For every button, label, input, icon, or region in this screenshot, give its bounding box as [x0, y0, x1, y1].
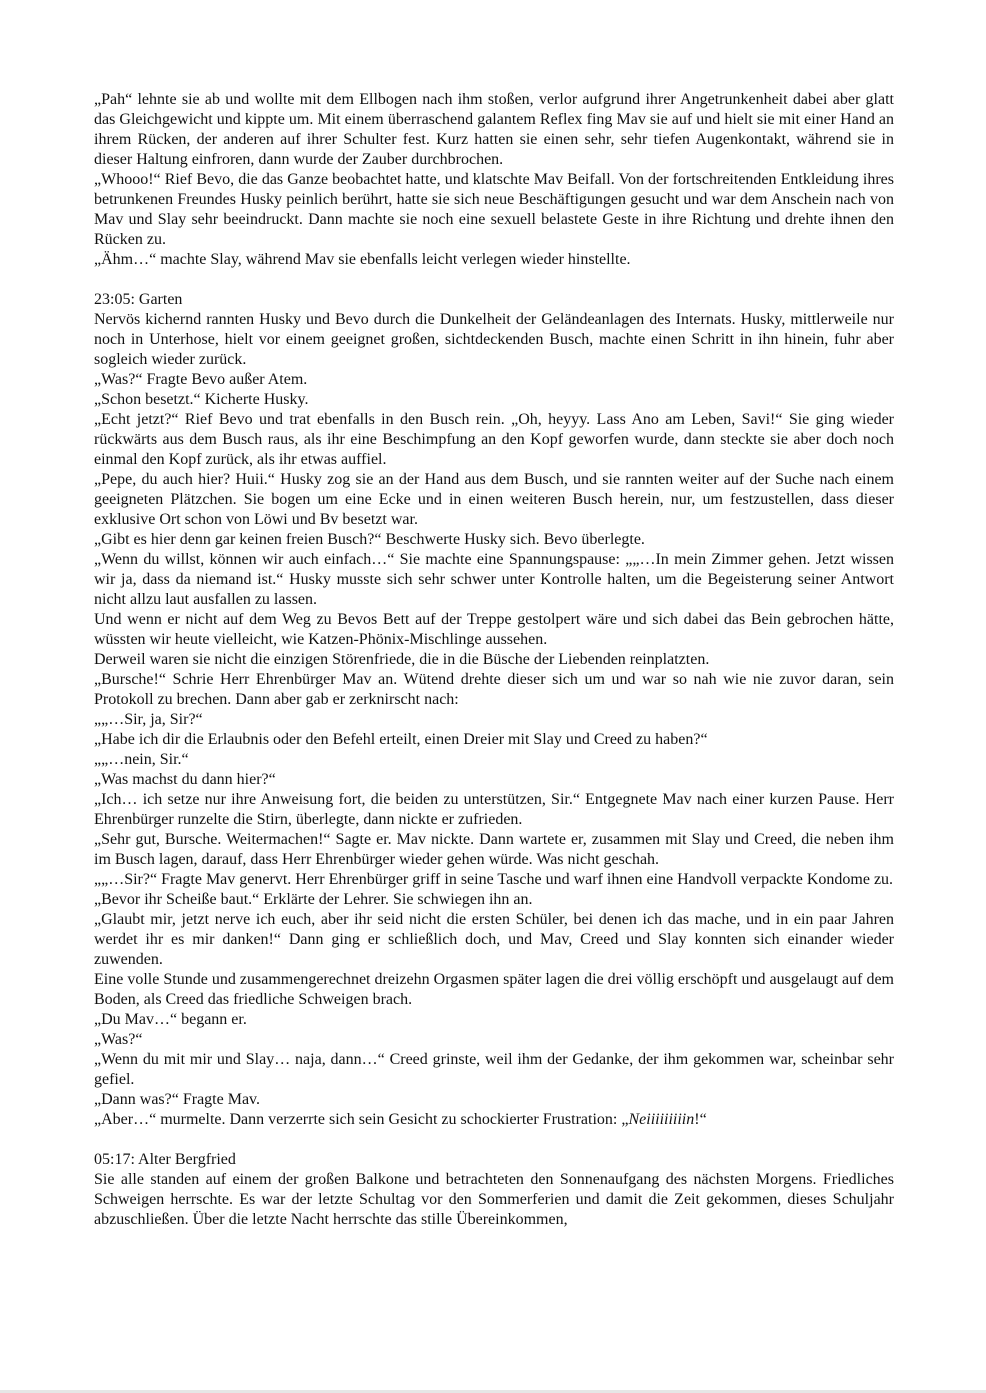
scene-heading: 05:17: Alter Bergfried: [94, 1151, 236, 1168]
paragraph: „Ich… ich setze nur ihre Anweisung fort, die beiden zu unterstützen, Sir.“ Entgegnete Mav nach einer kurzen Pause. Herr Ehrenbürger runzelte die Stirn, überlegte, dann nickte er zufrieden.: [94, 791, 894, 828]
paragraph: „Du Mav…“ begann er.: [94, 1011, 247, 1028]
section-gap: [94, 1130, 894, 1150]
paragraph: „Was?“ Fragte Bevo außer Atem.: [94, 371, 308, 388]
paragraph: Sie alle standen auf einem der großen Balkone und betrachteten den Sonnenaufgang des nächsten Morgens. Friedliches Schweigen herrschte. Es war der letzte Schultag vor den Sommerferien und damit die Zeit gekommen, dieses Schuljahr abzuschließen. Über die letzte Nacht herrschte das stille Übereinkommen,: [94, 1171, 894, 1228]
paragraph: Eine volle Stunde und zusammengerechnet dreizehn Orgasmen später lagen die drei völlig erschöpft und ausgelaugt auf dem Boden, als Creed das friedliche Schweigen brach.: [94, 971, 894, 1008]
paragraph: Und wenn er nicht auf dem Weg zu Bevos Bett auf der Treppe gestolpert wäre und sich dabei das Bein gebrochen hätte, wüssten wir heute vielleicht, wie Katzen-Phönix-Mischlinge aussehen.: [94, 611, 894, 648]
scene-heading: 23:05: Garten: [94, 291, 183, 308]
paragraph: „Gibt es hier denn gar keinen freien Busch?“ Beschwerte Husky sich. Bevo überlegte.: [94, 531, 645, 548]
paragraph: „Was?“: [94, 1031, 143, 1048]
paragraph: „Ähm…“ machte Slay, während Mav sie ebenfalls leicht verlegen wieder hinstellte.: [94, 251, 631, 268]
section-gap: [94, 270, 894, 290]
paragraph: „Dann was?“ Fragte Mav.: [94, 1091, 261, 1108]
paragraph: „Whooo!“ Rief Bevo, die das Ganze beobachtet hatte, und klatschte Mav Beifall. Von der fortschreitenden Entkleidung ihres betrunkenen Freundes Husky peinlich berührt, hatte sie sich neue Beschäftigungen gesucht und war dem Anschein nach von Mav und Slay sehr beeindruckt. Dann machte sie noch eine sexuell belastete Geste in ihre Richtung und drehte ihnen den Rücken zu.: [94, 171, 894, 248]
paragraph: Derweil waren sie nicht die einzigen Störenfriede, die in die Büsche der Liebenden reinplatzten.: [94, 651, 710, 668]
paragraph: „Schon besetzt.“ Kicherte Husky.: [94, 391, 309, 408]
document-page: [94, 90, 894, 1230]
paragraph: „Sehr gut, Bursche. Weitermachen!“ Sagte er. Mav nickte. Dann wartete er, zusammen mit Slay und Creed, die neben ihm im Busch lagen, darauf, dass Herr Ehrenbürger wieder gehen würde. Was nicht geschah.: [94, 831, 894, 868]
paragraph: „Pepe, du auch hier? Huii.“ Husky zog sie an der Hand aus dem Busch, und sie rannten weiter auf der Suche nach einem geeigneten Plätzchen. Sie bogen um eine Ecke und in einen weiteren Busch herein, nur, um festzustellen, dass dieser exklusive Ort schon von Löwi und Bv besetzt war.: [94, 471, 894, 528]
paragraph: „Echt jetzt?“ Rief Bevo und trat ebenfalls in den Busch rein. „Oh, heyyy. Lass Ano am Leben, Savi!“ Sie ging wieder rückwärts aus dem Busch raus, als ihr eine Beschimpfung an den Kopf geworfen wurde, dann steckte sie aber doch noch einmal den Kopf zurück, als ihr etwas auffiel.: [94, 411, 894, 468]
paragraph: „Wenn du mit mir und Slay… naja, dann…“ Creed grinste, weil ihm der Gedanke, der ihm gekommen war, scheinbar sehr gefiel.: [94, 1051, 894, 1088]
paragraph: „Bevor ihr Scheiße baut.“ Erklärte der Lehrer. Sie schwiegen ihn an.: [94, 891, 533, 908]
paragraph: „Bursche!“ Schrie Herr Ehrenbürger Mav an. Wütend drehte dieser sich um und war so nah wie nie zuvor daran, sein Protokoll zu brechen. Dann aber gab er zerknirscht nach:: [94, 671, 894, 708]
paragraph: „Glaubt mir, jetzt nerve ich euch, aber ihr seid nicht die ersten Schüler, bei denen ich das mache, und in ein paar Jahren werdet ihr es mir danken!“ Dann ging er schließlich doch, und Mav, Creed und Slay konnten sich einander wieder zuwenden.: [94, 911, 894, 968]
paragraph: „Was machst du dann hier?“: [94, 771, 276, 788]
text-run: !“: [694, 1111, 707, 1128]
paragraph: „Wenn du willst, können wir auch einfach…“ Sie machte eine Spannungspause: „„…In mein Zimmer gehen. Jetzt wissen wir ja, dass da niemand ist.“ Husky musste sich sehr schwer unter Kontrolle halten, um die Begeisterung seiner Antwort nicht allzu laut ausfallen zu lassen.: [94, 551, 894, 608]
italic-text: Neiiiiiiiiin: [628, 1111, 695, 1128]
paragraph-last-line: [94, 1110, 894, 1130]
paragraph: Nervös kichernd rannten Husky und Bevo durch die Dunkelheit der Geländeanlagen des Internats. Husky, mittlerweile nur noch in Unterhose, hielt vor einem geeignet großen, sichtdeckenden Busch, machte einen Schritt in ihn hinein, fuhr aber sogleich wieder zurück.: [94, 311, 894, 368]
paragraph: „Habe ich dir die Erlaubnis oder den Befehl erteilt, einen Dreier mit Slay und Creed zu haben?“: [94, 731, 708, 748]
paragraph: „„…Sir, ja, Sir?“: [94, 711, 203, 728]
paragraph: „Pah“ lehnte sie ab und wollte mit dem Ellbogen nach ihm stoßen, verlor aufgrund ihrer Angetrunkenheit dabei aber glatt das Gleichgewicht und kippte um. Mit einem überraschend galantem Reflex fing Mav sie auf und hielt sie mit einer Hand an ihrem Rücken, der anderen auf ihrer Schulter fest. Kurz hatten sie einen sehr, sehr tiefen Augenkontakt, während sie in dieser Haltung einfroren, dann wurde der Zauber durchbrochen.: [94, 91, 894, 168]
text-run: „Aber…“ murmelte. Dann verzerrte sich sein Gesicht zu schockierter Frustration: „: [94, 1111, 629, 1128]
paragraph: „„…nein, Sir.“: [94, 751, 189, 768]
paragraph: „„…Sir?“ Fragte Mav genervt. Herr Ehrenbürger griff in seine Tasche und warf ihnen eine Handvoll verpackte Kondome zu.: [94, 871, 894, 888]
